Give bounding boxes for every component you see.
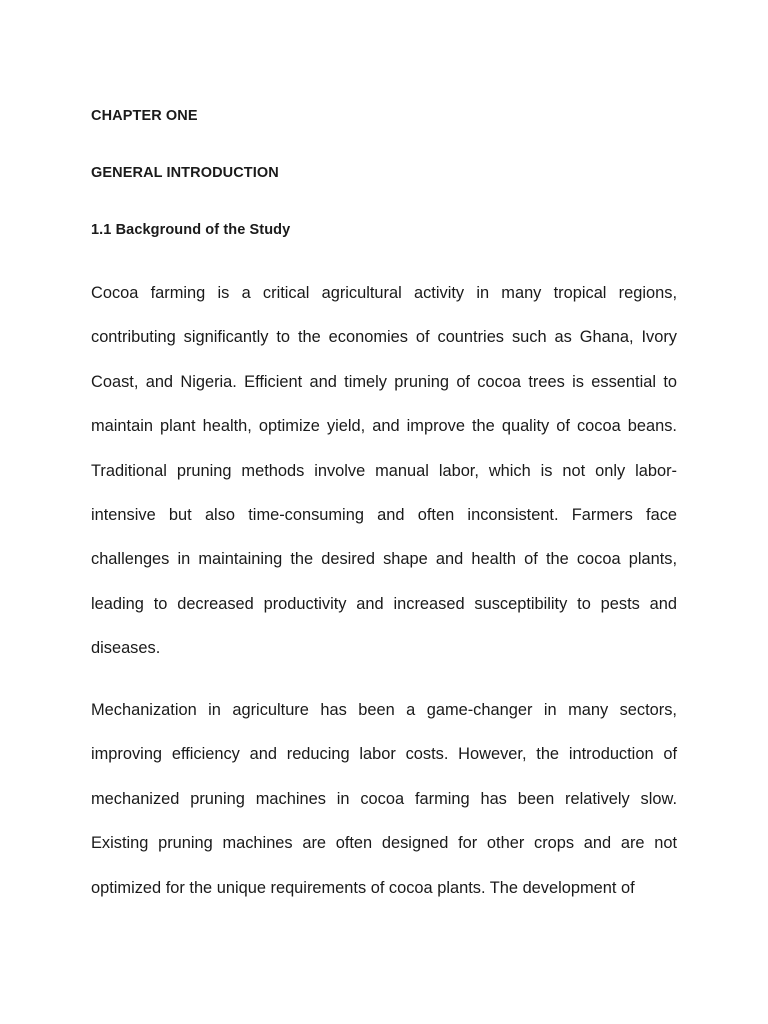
body-paragraph: Cocoa farming is a critical agricultural activity in many tropical regions, contributing significantly to the economies of countries such as Ghana, Ivory Coast, and Nigeria. Efficient and timely pruning of cocoa trees is essential to maintain plant health, optimize yield, and improve the quality of cocoa beans. Traditional pruning methods involve manual labor, which is not only labor-intensive but also time-consuming and often inconsistent. Farmers face challenges in maintaining the desired shape and health of the cocoa plants, leading to decreased productivity and increased susceptibility to pests and diseases.	[91, 284, 677, 658]
section-title: GENERAL INTRODUCTION	[91, 165, 279, 181]
body-paragraph: Mechanization in agriculture has been a game-changer in many sectors, improving efficiency and reducing labor costs. However, the introduction of mechanized pruning machines in cocoa farming has been relatively slow. Existing pruning machines are often designed for other crops and are not optimized for the unique requirements of cocoa plants. The development of	[91, 701, 677, 897]
chapter-title: CHAPTER ONE	[91, 108, 198, 124]
subsection-title: 1.1 Background of the Study	[91, 222, 291, 238]
